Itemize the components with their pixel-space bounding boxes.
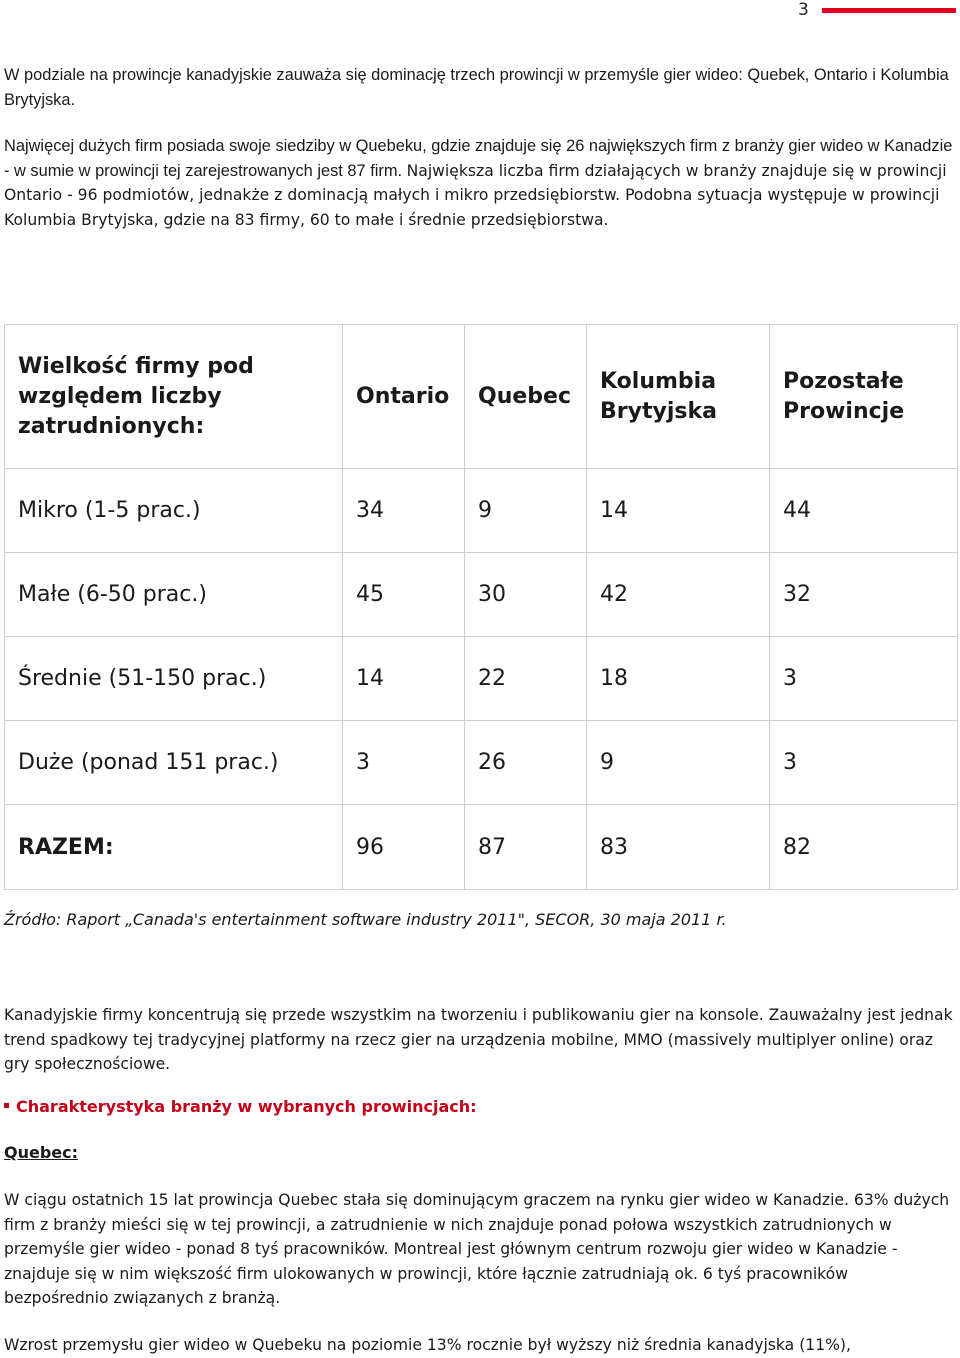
table-header-cell: Kolumbia Brytyjska: [587, 325, 770, 469]
table-cell: Mikro (1-5 prac.): [5, 469, 343, 553]
table-row: [5, 637, 958, 721]
table-cell: 30: [465, 553, 587, 637]
table-cell: 3: [343, 721, 465, 805]
table-row: [5, 553, 958, 637]
table-header-cell: Pozostałe Prowincje: [770, 325, 958, 469]
firm-size-table: [4, 324, 958, 890]
bullet-square-icon: [4, 1103, 9, 1108]
table-cell: 9: [587, 721, 770, 805]
table-cell: 83: [587, 805, 770, 890]
section-heading-text: Charakterystyka branży w wybranych prowincjach:: [16, 1097, 477, 1116]
table-cell: 3: [770, 637, 958, 721]
table-header-cell: Ontario: [343, 325, 465, 469]
table-cell: 87: [465, 805, 587, 890]
quebec-sentence: Najwięcej dużych firm posiada swoje siedziby w Quebeku, gdzie znajduje się 26 największych firm z branży gier wideo w Kanadzie - w sumie w prowincji tej zarejestrowanych jest 87 firm.: [4, 137, 953, 180]
intro-paragraph: W podziale na prowincje kanadyjskie zauważa się dominację trzech prowincji w przemyśle gier wideo: Quebek, Ontario i Kolumbia Brytyjska.: [4, 66, 949, 109]
table-cell: 32: [770, 553, 958, 637]
table-row: [5, 721, 958, 805]
ontario-sentence: Największa liczba firm działających w branży znajduje się w prowincji Ontario - 96 podmiotów, jednakże z dominacją małych i mikro przedsiębiorstw. Podobna sytuacja występuje w prowincji Kolumbia Brytyjska, gdzie na 83 firmy, 60 to małe i średnie przedsiębiorstwa.: [4, 161, 947, 229]
page-number: 3: [798, 0, 809, 20]
table-cell: Duże (ponad 151 prac.): [5, 721, 343, 805]
table-cell: 3: [770, 721, 958, 805]
table-cell: Małe (6-50 prac.): [5, 553, 343, 637]
platforms-paragraph: Kanadyjskie firmy koncentrują się przede wszystkim na tworzeniu i publikowaniu gier na konsole. Zauważalny jest jednak trend spadkowy tej tradycyjnej platformy na rzecz gier na urządzenia mobilne, MMO (massively multiplyer online) oraz gry społecznościowe.: [4, 1006, 953, 1073]
table-cell: Średnie (51-150 prac.): [5, 637, 343, 721]
table-cell: 96: [343, 805, 465, 890]
growth-paragraph: Wzrost przemysłu gier wideo w Quebeku na poziomie 13% rocznie był wyższy niż średnia kanadyjska (11%),: [4, 1336, 851, 1354]
table-row: [5, 469, 958, 553]
table-cell: 34: [343, 469, 465, 553]
table-source-note: Źródło: Raport „Canada's entertainment software industry 2011", SECOR, 30 maja 2011 r.: [4, 910, 727, 929]
table-header-cell: Wielkość firmy pod względem liczby zatrudnionych:: [5, 325, 343, 469]
quebec-paragraph: W ciągu ostatnich 15 lat prowincja Quebec stała się dominującym graczem na rynku gier wideo w Kanadzie. 63% dużych firm z branży mieści się w tej prowincji, a zatrudnienie w nich znajduje ponad połowa wszystkich zatrudnionych w przemyśle gier wideo - ponad 8 tyś pracowników. Montreal jest głównym centrum rozwoju gier wideo w Kanadzie - znajduje się w nim większość firm ulokowanych w prowincji, które łącznie zatrudniają ok. 6 tyś pracowników bezpośrednio związanych z branżą.: [4, 1191, 950, 1307]
table-cell: 14: [343, 637, 465, 721]
page-accent-bar: [822, 8, 956, 13]
quebec-ontario-paragraph: [4, 134, 954, 232]
table-cell: 9: [465, 469, 587, 553]
table-cell: 14: [587, 469, 770, 553]
table-cell: 42: [587, 553, 770, 637]
quebec-subheading: Quebec:: [4, 1143, 79, 1162]
table-cell: 26: [465, 721, 587, 805]
table-cell: 18: [587, 637, 770, 721]
table-cell: RAZEM:: [5, 805, 343, 890]
section-heading: [4, 1097, 477, 1116]
table-cell: 22: [465, 637, 587, 721]
table-cell: 45: [343, 553, 465, 637]
table-total-row: [5, 805, 958, 890]
table-cell: 82: [770, 805, 958, 890]
table-header-cell: Quebec: [465, 325, 587, 469]
table-header-row: [5, 325, 958, 469]
table-cell: 44: [770, 469, 958, 553]
